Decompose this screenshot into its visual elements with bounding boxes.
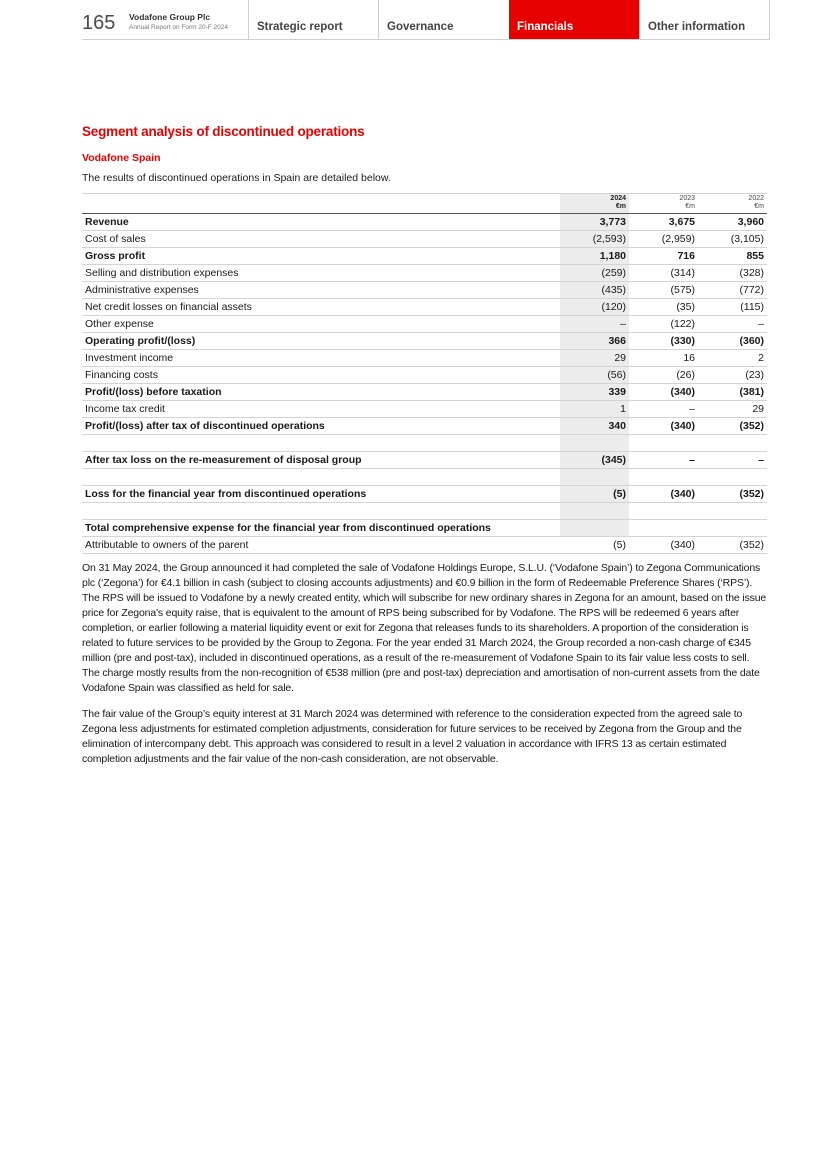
col-2024: 2024 €m — [560, 194, 629, 214]
section-title: Segment analysis of discontinued operations — [82, 124, 365, 139]
table-row: Profit/(loss) after tax of discontinued operations 340 (340) (352) — [82, 418, 767, 435]
table-row: After tax loss on the re-measurement of disposal group (345) – – — [82, 452, 767, 469]
col-2023: 2023 €m — [679, 195, 695, 210]
header-divider — [82, 39, 770, 40]
table-row: Income tax credit 1 – 29 — [82, 401, 767, 418]
table-row: Total comprehensive expense for the financial year from discontinued operations — [82, 520, 767, 537]
results-table — [82, 193, 767, 554]
paragraph-sale: On 31 May 2024, the Group announced it had completed the sale of Vodafone Holdings Europe, S.L.U. (‘Vodafone Spain’) to Zegona Communications plc (‘Zegona’) for €4.1 billion in cash (subject to closing accounts adjustments) and €0.9 billion in the form of Redeemable Preference Shares (‘RPS’). The RPS will be issued to Vodafone by a newly created entity, which will subscribe for new ordinary shares in Zegona for an amount, based on the issue price for Zegona's equity raise, that is equivalent to the amount of RPS being subscribed for by Vodafone. The RPS will be redeemed 6 years after completion, or earlier following a material liquidity event or exit for Zegona that releases funds to its shareholders. A proportion of the consideration is related to future services to be provided by the Group to Zegona. For the year ended 31 March 2024, the Group recorded a non-cash charge of €345 million (pre and post-tax), included in discontinued operations, as a result of the re-measurement of Vodafone Spain to its fair value less costs to sell. The charge mostly results from the non-recognition of €538 million (pre and post-tax) depreciation and amortisation of non-current assets from the date Vodafone Spain was classified as held for sale. — [82, 562, 767, 694]
table-header-row — [82, 194, 767, 214]
page-number: 165 — [82, 12, 116, 34]
company-name: Vodafone Group Plc — [129, 12, 211, 22]
table-row: Financing costs (56) (26) (23) — [82, 367, 767, 384]
col-2022: 2022 €m — [748, 195, 764, 210]
intro-text: The results of discontinued operations in Spain are detailed below. — [82, 172, 391, 184]
spacer-row — [82, 503, 767, 520]
tab-strategic-report[interactable]: Strategic report — [248, 0, 378, 40]
tab-financials[interactable]: Financials — [509, 0, 639, 40]
report-name: Annual Report on Form 20-F 2024 — [129, 24, 228, 31]
table-row: Net credit losses on financial assets (120) (35) (115) — [82, 299, 767, 316]
tab-governance[interactable]: Governance — [378, 0, 509, 40]
tab-other-information[interactable]: Other information — [639, 0, 770, 40]
table-row: Gross profit 1,180 716 855 — [82, 248, 767, 265]
table-row: Profit/(loss) before taxation 339 (340) (381) — [82, 384, 767, 401]
table-row: Other expense – (122) – — [82, 316, 767, 333]
table-row: Administrative expenses (435) (575) (772) — [82, 282, 767, 299]
table-row: Investment income 29 16 2 — [82, 350, 767, 367]
spacer-row — [82, 469, 767, 486]
table-row: Operating profit/(loss) 366 (330) (360) — [82, 333, 767, 350]
table-row: Cost of sales (2,593) (2,959) (3,105) — [82, 231, 767, 248]
table-row: Revenue 3,773 3,675 3,960 — [82, 214, 767, 231]
spacer-row — [82, 435, 767, 452]
subsection-title: Vodafone Spain — [82, 152, 161, 164]
table-row: Loss for the financial year from discontinued operations (5) (340) (352) — [82, 486, 767, 503]
company-block — [129, 12, 228, 33]
paragraph-fair-value: The fair value of the Group’s equity interest at 31 March 2024 was determined with reference to the consideration expected from the agreed sale to Zegona less adjustments for estimated completion adjustments, consideration for future services to be received by Zegona from the Group and the elimination of intercompany debt. This approach was considered to result in a level 2 valuation in accordance with IFRS 13 as certain estimated completion adjustments and the fair value of the non-cash consideration, are not observable. — [82, 708, 743, 765]
page-header — [82, 0, 770, 40]
table-row: Attributable to owners of the parent (5) (340) (352) — [82, 537, 767, 554]
table-row: Selling and distribution expenses (259) (314) (328) — [82, 265, 767, 282]
